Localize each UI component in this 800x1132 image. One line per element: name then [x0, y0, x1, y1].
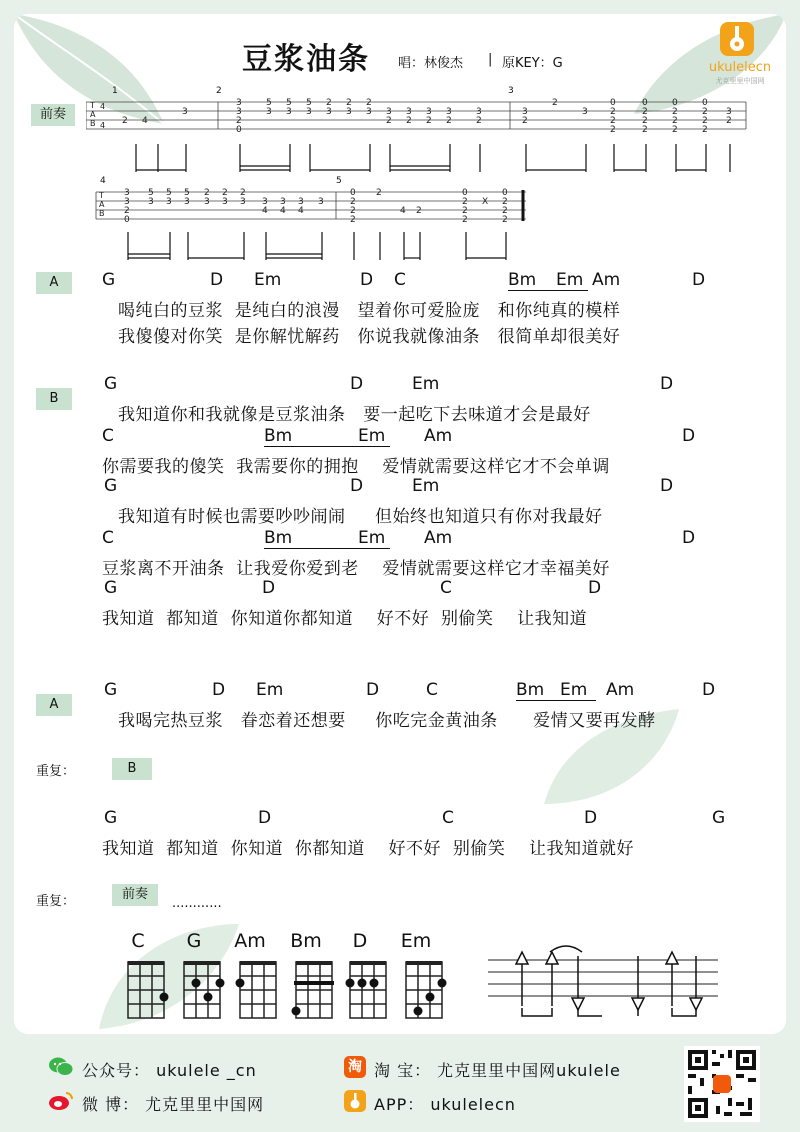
footer-wechat: 公众号： ukulele _cn [82, 1061, 257, 1080]
svg-text:4: 4 [400, 206, 406, 216]
svg-text:5: 5 [148, 188, 154, 198]
chord-a2-em2: Em [560, 680, 588, 700]
svg-text:3: 3 [148, 197, 154, 207]
svg-text:2: 2 [222, 188, 228, 198]
footer-app: APP： ukulelecn [374, 1095, 516, 1114]
chord-b2-em: Em [358, 426, 386, 446]
chord-end-g: G [104, 808, 118, 828]
strum-pattern [488, 942, 728, 1022]
svg-text:2: 2 [610, 107, 616, 117]
svg-text:2: 2 [376, 188, 382, 198]
chord-b4-d: D [682, 528, 696, 548]
repeat-b-box: B [112, 758, 152, 780]
svg-text:3: 3 [236, 98, 242, 108]
svg-text:2: 2 [406, 116, 412, 126]
svg-text:X: X [482, 197, 489, 207]
tab-staff-line-1 [86, 84, 762, 184]
chord-b4-em: Em [358, 528, 386, 548]
svg-text:2: 2 [204, 188, 210, 198]
repeat-label-1: 重复： [36, 764, 76, 779]
svg-text:0: 0 [642, 98, 648, 108]
chord-a2-em: Em [256, 680, 284, 700]
footer [0, 1034, 800, 1132]
lyric-a1-line2: 我傻傻对你笑 是你解忧解药 你说我就像油条 很简单却很美好 [118, 327, 621, 347]
svg-text:3: 3 [184, 197, 190, 207]
chord-a2-am: Am [606, 680, 635, 700]
svg-text:5: 5 [166, 188, 172, 198]
svg-text:2: 2 [522, 116, 528, 126]
svg-text:2: 2 [610, 116, 616, 126]
svg-text:4: 4 [100, 121, 106, 130]
svg-text:3: 3 [222, 197, 228, 207]
svg-text:2: 2 [350, 215, 356, 225]
chord-b4-c: C [102, 528, 114, 548]
svg-text:0: 0 [124, 215, 130, 225]
svg-text:2: 2 [236, 116, 242, 126]
chord-diagram-name-am: Am [234, 930, 266, 952]
svg-text:5: 5 [306, 98, 312, 108]
svg-text:2: 2 [672, 125, 678, 135]
svg-text:3: 3 [124, 197, 130, 207]
chord-a2-c: C [426, 680, 438, 700]
repeat-label-2: 重复： [36, 894, 76, 909]
svg-text:3: 3 [182, 107, 188, 117]
original-key: 原KEY：G [502, 56, 563, 71]
app-icon [344, 1090, 366, 1112]
chord-diagram-name-d: D [352, 930, 368, 952]
section-a-label: A [36, 272, 72, 294]
svg-text:0: 0 [502, 188, 508, 198]
taobao-icon: 淘 [344, 1056, 366, 1078]
lyric-b-line2: 你需要我的傻笑 我需要你的拥抱 爱情就需要这样它才不会单调 [102, 457, 610, 477]
svg-text:3: 3 [286, 107, 292, 117]
svg-text:3: 3 [306, 107, 312, 117]
chord-a1-bm: Bm [508, 270, 537, 290]
svg-text:3: 3 [366, 107, 372, 117]
svg-text:3: 3 [386, 107, 392, 117]
svg-text:3: 3 [522, 107, 528, 117]
chord-a2-bm: Bm [516, 680, 545, 700]
chord-b3-d2: D [660, 476, 674, 496]
qr-code [684, 1046, 760, 1122]
svg-text:2: 2 [124, 206, 130, 216]
svg-text:3: 3 [446, 107, 452, 117]
svg-text:2: 2 [350, 206, 356, 216]
chord-b4-bm: Bm [264, 528, 293, 548]
measure-number-4: 4 [100, 176, 106, 186]
ukulele-icon [720, 22, 754, 56]
chord-a1-em2: Em [556, 270, 584, 290]
chord-b2-c: C [102, 426, 114, 446]
svg-text:0: 0 [462, 188, 468, 198]
svg-text:2: 2 [502, 197, 508, 207]
svg-text:3: 3 [262, 197, 268, 207]
svg-text:3: 3 [236, 107, 242, 117]
repeat-intro-box: 前奏 [112, 884, 158, 906]
svg-text:A: A [99, 200, 105, 209]
chord-diagrams [118, 954, 458, 1034]
svg-text:2: 2 [240, 188, 246, 198]
chord-a1-am: Am [592, 270, 621, 290]
chord-b2-bm: Bm [264, 426, 293, 446]
svg-text:4: 4 [262, 206, 268, 216]
svg-text:2: 2 [446, 116, 452, 126]
measure-number-5: 5 [336, 176, 342, 186]
svg-text:3: 3 [124, 188, 130, 198]
weibo-icon [48, 1090, 74, 1112]
chord-b3-em: Em [412, 476, 440, 496]
chord-underline [264, 548, 390, 549]
svg-text:4: 4 [142, 116, 148, 126]
svg-text:2: 2 [426, 116, 432, 126]
svg-text:3: 3 [346, 107, 352, 117]
chord-end-g2: G [712, 808, 726, 828]
chord-underline [264, 446, 390, 447]
lyric-b-line5: 我知道 都知道 你知道你都知道 好不好 别偷笑 让我知道 [102, 609, 588, 629]
svg-text:2: 2 [610, 125, 616, 135]
svg-text:5: 5 [184, 188, 190, 198]
svg-text:B: B [90, 119, 96, 128]
chord-b1-d2: D [660, 374, 674, 394]
chord-b5-g: G [104, 578, 118, 598]
measure-number-1: 1 [112, 86, 118, 96]
svg-text:0: 0 [702, 98, 708, 108]
svg-text:2: 2 [366, 98, 372, 108]
svg-text:2: 2 [726, 116, 732, 126]
svg-text:0: 0 [672, 98, 678, 108]
svg-text:4: 4 [100, 102, 106, 111]
chord-a1-em: Em [254, 270, 282, 290]
lyric-a1-line1: 喝纯白的豆浆 是纯白的浪漫 望着你可爱脸庞 和你纯真的模样 [118, 301, 621, 321]
svg-text:0: 0 [610, 98, 616, 108]
chord-a2-d3: D [702, 680, 716, 700]
chord-b3-g: G [104, 476, 118, 496]
svg-text:A: A [90, 110, 96, 119]
svg-text:2: 2 [416, 206, 422, 216]
svg-text:2: 2 [552, 98, 558, 108]
svg-text:2: 2 [642, 116, 648, 126]
svg-text:0: 0 [350, 188, 356, 198]
logo-subtext: 尤克里里中国网 [715, 77, 765, 85]
chord-underline [516, 700, 596, 701]
ukulelecn-logo [702, 22, 782, 92]
chord-b4-am: Am [424, 528, 453, 548]
chord-diagram-name-bm: Bm [290, 930, 322, 952]
svg-text:2: 2 [672, 116, 678, 126]
svg-text:3: 3 [204, 197, 210, 207]
chord-a1-d3: D [692, 270, 706, 290]
svg-text:3: 3 [318, 197, 324, 207]
svg-text:2: 2 [386, 116, 392, 126]
chord-b5-d: D [262, 578, 276, 598]
svg-text:4: 4 [298, 206, 304, 216]
svg-text:3: 3 [298, 197, 304, 207]
svg-text:3: 3 [280, 197, 286, 207]
measure-number-2: 2 [216, 86, 222, 96]
svg-text:2: 2 [702, 116, 708, 126]
svg-text:T: T [90, 101, 95, 110]
lyric-b-line1: 我知道你和我就像是豆浆油条 要一起吃下去味道才会是最好 [118, 405, 591, 425]
chord-end-d: D [258, 808, 272, 828]
chord-b1-em: Em [412, 374, 440, 394]
svg-text:2: 2 [502, 215, 508, 225]
chord-b1-d: D [350, 374, 364, 394]
section-a2-label: A [36, 694, 72, 716]
chord-a1-d: D [210, 270, 224, 290]
chord-end-c: C [442, 808, 454, 828]
svg-text:2: 2 [346, 98, 352, 108]
svg-text:5: 5 [286, 98, 292, 108]
svg-text:2: 2 [672, 107, 678, 117]
svg-text:2: 2 [326, 98, 332, 108]
chord-b5-d2: D [588, 578, 602, 598]
measure-number-3: 3 [508, 86, 514, 96]
svg-text:2: 2 [462, 206, 468, 216]
svg-text:2: 2 [122, 116, 128, 126]
chord-end-d2: D [584, 808, 598, 828]
svg-text:3: 3 [426, 107, 432, 117]
svg-text:2: 2 [462, 197, 468, 207]
svg-text:3: 3 [406, 107, 412, 117]
svg-text:2: 2 [642, 125, 648, 135]
logo-text: ukulelecn [708, 60, 772, 75]
intro-label: 前奏 [31, 104, 75, 126]
lyric-b-line4: 豆浆离不开油条 让我爱你爱到老 爱情就需要这样它才幸福美好 [102, 559, 610, 579]
chord-a1-c: C [394, 270, 406, 290]
svg-text:2: 2 [350, 197, 356, 207]
tab-staff-line-2 [86, 174, 546, 264]
svg-text:3: 3 [266, 107, 272, 117]
svg-text:B: B [99, 209, 105, 218]
song-title: 豆浆油条 [242, 42, 370, 77]
svg-text:2: 2 [462, 215, 468, 225]
svg-text:0: 0 [236, 125, 242, 135]
svg-text:5: 5 [266, 98, 272, 108]
svg-text:3: 3 [582, 107, 588, 117]
chord-b3-d: D [350, 476, 364, 496]
section-b-label: B [36, 388, 72, 410]
chord-b2-am: Am [424, 426, 453, 446]
svg-text:2: 2 [502, 206, 508, 216]
chord-a2-d2: D [366, 680, 380, 700]
chord-underline [508, 290, 588, 291]
repeat-dots: ............ [172, 896, 222, 911]
chord-a2-g: G [104, 680, 118, 700]
chord-a2-d: D [212, 680, 226, 700]
svg-text:2: 2 [702, 125, 708, 135]
svg-text:3: 3 [726, 107, 732, 117]
chord-diagram-name-c: C [131, 930, 145, 952]
chord-a1-g: G [102, 270, 116, 290]
lyric-a2: 我喝完热豆浆 眷恋着还想要 你吃完金黄油条 爱情又要再发酵 [118, 711, 656, 731]
svg-text:2: 2 [642, 107, 648, 117]
svg-text:3: 3 [476, 107, 482, 117]
svg-text:3: 3 [240, 197, 246, 207]
sheet-page [14, 14, 786, 1034]
footer-taobao: 淘 宝： 尤克里里中国网ukulele [374, 1061, 621, 1080]
lyric-b-line3: 我知道有时候也需要吵吵闹闹 但始终也知道只有你对我最好 [118, 507, 603, 527]
svg-text:T: T [99, 191, 104, 200]
chord-b2-d: D [682, 426, 696, 446]
svg-text:3: 3 [326, 107, 332, 117]
chord-b5-c: C [440, 578, 452, 598]
svg-text:4: 4 [280, 206, 286, 216]
meta-divider: | [488, 52, 493, 67]
svg-text:2: 2 [476, 116, 482, 126]
svg-text:3: 3 [166, 197, 172, 207]
singer: 唱：林俊杰 [398, 56, 464, 71]
chord-a1-d2: D [360, 270, 374, 290]
wechat-icon [48, 1056, 74, 1078]
chord-diagram-name-g: G [186, 930, 202, 952]
chord-b1-g: G [104, 374, 118, 394]
chord-diagram-name-em: Em [400, 930, 432, 952]
svg-text:2: 2 [702, 107, 708, 117]
lyric-ending: 我知道 都知道 你知道 你都知道 好不好 别偷笑 让我知道就好 [102, 839, 634, 859]
footer-weibo: 微 博： 尤克里里中国网 [82, 1095, 265, 1114]
